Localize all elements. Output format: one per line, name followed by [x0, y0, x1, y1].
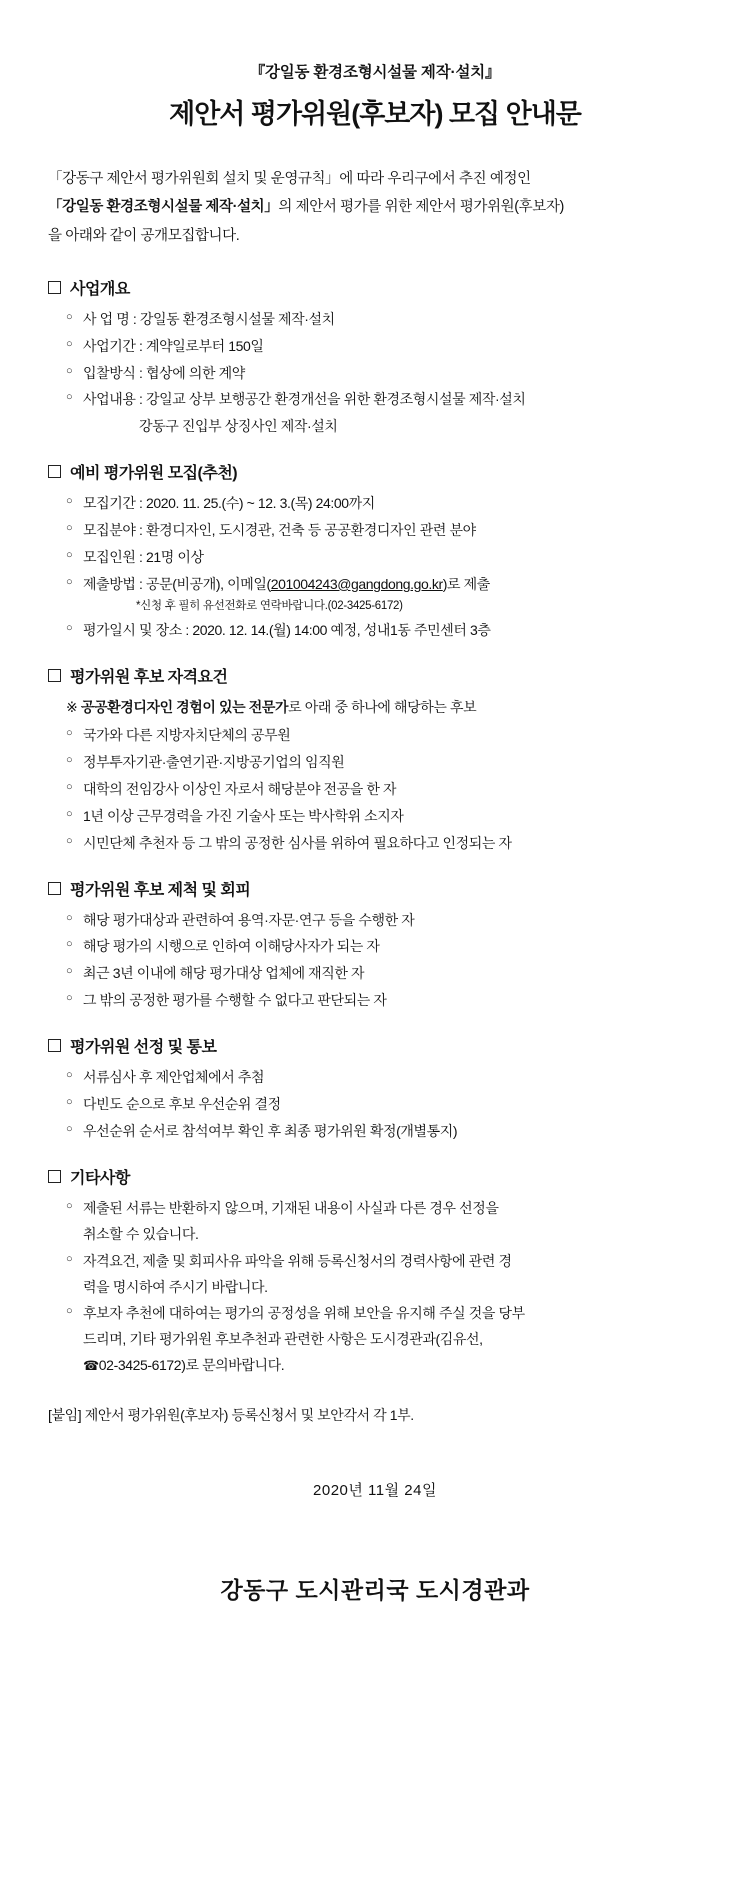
submission-note: *신청 후 필히 유선전화로 연락바랍니다.(02-3425-6172): [136, 599, 403, 612]
checkbox-icon: [48, 1170, 61, 1183]
list-item: [66, 387, 702, 413]
circle-bullet-icon: ○: [66, 364, 73, 377]
circle-bullet-icon: ○: [66, 807, 73, 820]
checkbox-icon: [48, 882, 61, 895]
list-item: [66, 988, 702, 1014]
section-header: [48, 1165, 702, 1188]
list-item-text: [83, 1196, 702, 1248]
section-exclusion: [48, 877, 702, 1015]
list-item: [66, 723, 702, 749]
list-item-submission: [66, 572, 702, 598]
section-qualification: [48, 664, 702, 856]
list-item: [66, 618, 702, 644]
list-item: [66, 750, 702, 776]
list-item-text: 시민단체 추천자 등 그 밖의 공정한 심사를 위하여 필요하다고 인정되는 자: [83, 834, 512, 851]
list-item-line: 제출된 서류는 반환하지 않으며, 기재된 내용이 사실과 다른 경우 선정을: [83, 1199, 499, 1216]
submission-label: 제출방법 : 공문(비공개), 이메일(: [83, 575, 271, 592]
circle-bullet-icon: ○: [66, 727, 73, 740]
section-header: [48, 276, 702, 299]
section-items: [48, 1065, 702, 1145]
contact-phone: 02-3425-6172: [98, 1357, 182, 1374]
list-item-text: 해당 평가의 시행으로 인하여 이해당사자가 되는 자: [83, 938, 380, 955]
list-item: [66, 1249, 702, 1301]
checkbox-icon: [48, 669, 61, 682]
document-date: 2020년 11월 24일: [313, 1482, 437, 1500]
list-item: [66, 1301, 702, 1379]
intro-line-3: 을 아래와 같이 공개모집합니다.: [48, 227, 240, 244]
checkbox-icon: [48, 1039, 61, 1052]
section-title: 평가위원 후보 자격요건: [70, 669, 228, 687]
circle-bullet-icon: ○: [66, 965, 73, 978]
note-tail: 로 아래 중 하나에 해당하는 후보: [288, 699, 477, 716]
list-item-text: 국가와 다른 지방자치단체의 공무원: [83, 727, 291, 744]
section-items: [48, 1196, 702, 1379]
document-header: [48, 60, 702, 131]
list-item-text: 최근 3년 이내에 해당 평가대상 업체에 재직한 자: [83, 965, 365, 982]
circle-bullet-icon: ○: [66, 938, 73, 951]
document-subtitle: 『강일동 환경조형시설물 제작·설치』: [249, 64, 501, 81]
page-title: 제안서 평가위원(후보자) 모집 안내문: [169, 99, 581, 129]
circle-bullet-icon: ○: [66, 495, 73, 508]
phone-icon: ☎: [83, 1358, 99, 1374]
list-item-text: 1년 이상 근무경력을 가진 기술사 또는 박사학위 소지자: [83, 807, 404, 824]
contact-tail: )로 문의바랍니다.: [181, 1357, 285, 1374]
checkbox-icon: [48, 465, 61, 478]
list-item: [66, 307, 702, 333]
list-item: [66, 518, 702, 544]
list-item: [66, 908, 702, 934]
circle-bullet-icon: ○: [66, 522, 73, 535]
circle-bullet-icon: ○: [66, 391, 73, 404]
qualification-note: [66, 695, 702, 721]
list-item: [66, 491, 702, 517]
circle-bullet-icon: ○: [66, 622, 73, 635]
section-title: 기타사항: [70, 1169, 130, 1187]
section-other-matters: [48, 1165, 702, 1379]
list-item-text: [83, 1249, 702, 1301]
list-item-text: 모집인원 : 21명 이상: [83, 549, 204, 566]
section-items: [48, 307, 702, 440]
list-item-text: 대학의 전임강사 이상인 자로서 해당분야 전공을 한 자: [83, 780, 397, 797]
list-item-text: 입찰방식 : 협상에 의한 계약: [83, 364, 245, 381]
list-item-line: 력을 명시하여 주시기 바랍니다.: [83, 1278, 268, 1295]
list-item-text: 해당 평가대상과 관련하여 용역·자문·연구 등을 수행한 자: [83, 911, 415, 928]
circle-bullet-icon: ○: [66, 310, 73, 323]
list-item-text: 평가일시 및 장소 : 2020. 12. 14.(월) 14:00 예정, 성내1동 주민센터 3층: [83, 622, 491, 639]
list-item-emphasis: [66, 1119, 702, 1145]
list-item-text: 사 업 명 : 강일동 환경조형시설물 제작·설치: [83, 310, 335, 327]
list-item-text: 우선순위 순서로 참석여부 확인 후 최종 평가위원 확정(개별통지): [83, 1122, 458, 1139]
list-item-continuation: 강동구 진입부 상징사인 제작·설치: [139, 418, 338, 435]
intro-paragraph: [48, 165, 702, 250]
circle-bullet-icon: ○: [66, 1069, 73, 1082]
list-item: [66, 934, 702, 960]
section-title: 예비 평가위원 모집(추천): [70, 465, 238, 483]
circle-bullet-icon: ○: [66, 1199, 73, 1212]
list-item: [66, 1092, 702, 1118]
section-items: [48, 491, 702, 644]
circle-bullet-icon: ○: [66, 911, 73, 924]
circle-bullet-icon: ○: [66, 754, 73, 767]
circle-bullet-icon: ○: [66, 575, 73, 588]
list-item-text: 정부투자기관·출연기관·지방공기업의 임직원: [83, 754, 345, 771]
list-item: [66, 831, 702, 857]
list-item-text: 모집기간 : 2020. 11. 25.(수) ~ 12. 3.(목) 24:00까지: [83, 495, 375, 512]
document-issuer: 강동구 도시관리국 도시경관과: [220, 1577, 530, 1604]
section-items: [48, 908, 702, 1015]
list-item: [66, 361, 702, 387]
section-selection-notice: [48, 1034, 702, 1145]
list-item-line: 후보자 추천에 대하여는 평가의 공정성을 위해 보안을 유지해 주실 것을 당부: [83, 1305, 525, 1322]
list-item: [66, 1196, 702, 1248]
list-item-text: 그 밖의 공정한 평가를 수행할 수 없다고 판단되는 자: [83, 992, 387, 1009]
intro-line-2: 의 제안서 평가를 위한 제안서 평가위원(후보자): [278, 199, 564, 216]
list-item: [66, 334, 702, 360]
list-item: [66, 804, 702, 830]
list-item-text: 다빈도 순으로 후보 우선순위 결정: [83, 1096, 281, 1113]
list-item-text: 모집분야 : 환경디자인, 도시경관, 건축 등 공공환경디자인 관련 분야: [83, 522, 476, 539]
submission-email-link[interactable]: 201004243@gangdong.go.kr: [270, 575, 443, 592]
circle-bullet-icon: ○: [66, 1096, 73, 1109]
list-item-text: [83, 572, 702, 598]
circle-bullet-icon: ○: [66, 992, 73, 1005]
circle-bullet-icon: ○: [66, 834, 73, 847]
list-item-text: 서류심사 후 제안업체에서 추첨: [83, 1069, 265, 1086]
circle-bullet-icon: ○: [66, 1252, 73, 1265]
section-title: 평가위원 후보 제척 및 회피: [70, 881, 251, 899]
intro-project-name: 「강일동 환경조형시설물 제작·설치」: [48, 199, 279, 216]
checkbox-icon: [48, 281, 61, 294]
section-title: 사업개요: [70, 280, 130, 298]
submission-tail: )로 제출: [442, 575, 490, 592]
section-header: [48, 664, 702, 687]
list-item: [66, 1065, 702, 1091]
list-item-line: 취소할 수 있습니다.: [83, 1225, 199, 1242]
list-item-line: 드리며, 기타 평가위원 후보추천과 관련한 사항은 도시경관과(김유선,: [83, 1331, 483, 1348]
circle-bullet-icon: ○: [66, 549, 73, 562]
section-committee-recruitment: [48, 460, 702, 644]
section-header: [48, 460, 702, 483]
section-items: [48, 695, 702, 856]
list-item: [66, 961, 702, 987]
section-title: 평가위원 선정 및 통보: [70, 1039, 217, 1057]
attachment-note: [붙임] 제안서 평가위원(후보자) 등록신청서 및 보안각서 각 1부.: [48, 1407, 414, 1424]
list-item: [66, 777, 702, 803]
circle-bullet-icon: ○: [66, 1305, 73, 1318]
section-header: [48, 877, 702, 900]
list-item-text: 사업내용 : 강일교 상부 보행공간 환경개선을 위한 환경조형시설물 제작·설치: [83, 391, 526, 408]
section-project-overview: [48, 276, 702, 440]
note-highlight: 공공환경디자인 경험이 있는 전문가: [80, 699, 289, 716]
note-mark: ※: [66, 699, 81, 716]
circle-bullet-icon: ○: [66, 1122, 73, 1135]
list-item-text: [83, 1301, 702, 1379]
list-item-line: 자격요건, 제출 및 회피사유 파악을 위해 등록신청서의 경력사항에 관련 경: [83, 1252, 512, 1269]
circle-bullet-icon: ○: [66, 337, 73, 350]
list-item-text: 사업기간 : 계약일로부터 150일: [83, 337, 264, 354]
circle-bullet-icon: ○: [66, 780, 73, 793]
intro-line-1: 「강동구 제안서 평가위원회 설치 및 운영규칙」에 따라 우리구에서 추진 예정인: [48, 171, 531, 187]
list-item: [66, 545, 702, 571]
section-header: [48, 1034, 702, 1057]
